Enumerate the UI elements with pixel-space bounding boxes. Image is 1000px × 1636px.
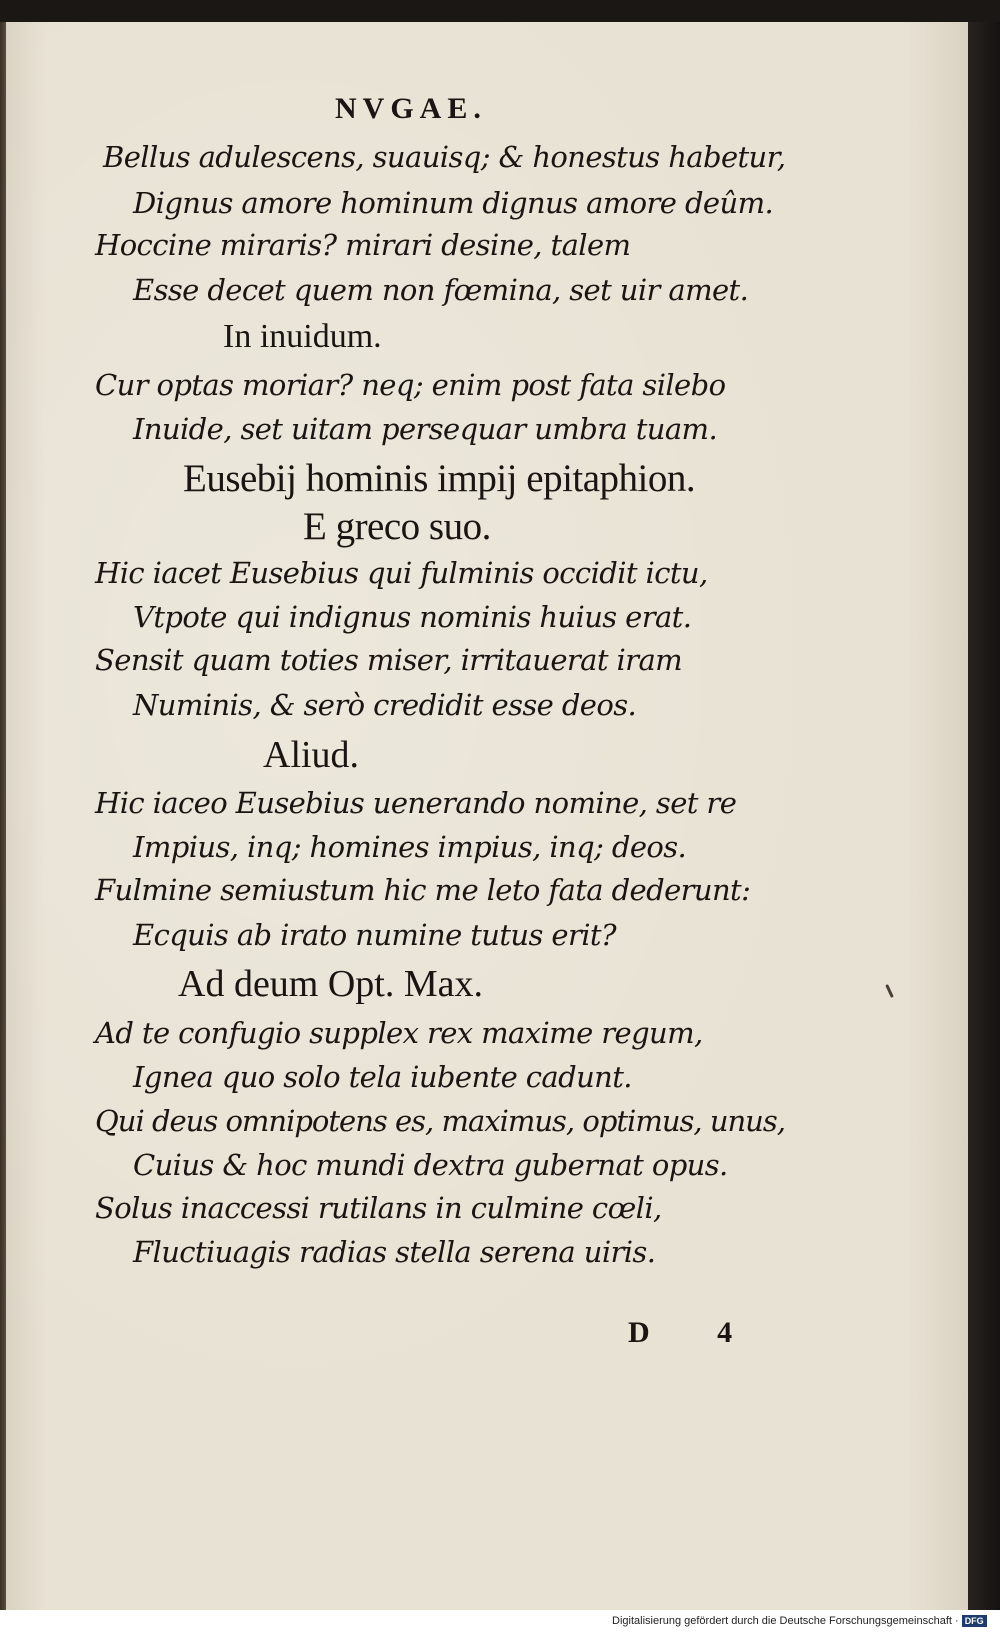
- book-edge: [966, 22, 1000, 1610]
- dfg-logo: DFG: [962, 1615, 987, 1627]
- signature-mark: D 4: [628, 1316, 763, 1349]
- section-heading: In inuidum.: [223, 318, 382, 355]
- verse-line: Ecquis ab irato numine tutus erit?: [133, 918, 616, 952]
- verse-line: Solus inaccessi rutilans in culmine cœli,: [95, 1191, 662, 1225]
- verse-line: Dignus amore hominum dignus amore deûm.: [133, 186, 774, 220]
- verse-line: Sensit quam toties miser, irritauerat iram: [95, 643, 683, 677]
- digitization-credit: [612, 1615, 994, 1627]
- section-heading: Aliud.: [263, 734, 360, 776]
- verse-line: Ignea quo solo tela iubente cadunt.: [133, 1060, 632, 1094]
- verse-line: Esse decet quem non fœmina, set uir amet.: [133, 273, 749, 307]
- section-heading: Ad deum Opt. Max.: [178, 963, 484, 1005]
- verse-line: Ad te confugio supplex rex maxime regum,: [95, 1016, 703, 1050]
- verse-line: Qui deus omnipotens es, maximus, optimus, unus,: [95, 1104, 785, 1138]
- verse-line: Vtpote qui indignus nominis huius erat.: [133, 600, 692, 634]
- verse-line: Fluctiuagis radias stella serena uiris.: [133, 1235, 656, 1269]
- verse-line: Cuius & hoc mundi dextra gubernat opus.: [133, 1148, 728, 1182]
- section-heading: Eusebij hominis impij epitaphion.: [183, 457, 696, 500]
- verse-line: Bellus adulescens, suauisq; & honestus habetur,: [103, 140, 786, 174]
- verse-line: Cur optas moriar? neq; enim post fata silebo: [95, 368, 726, 402]
- verse-line: Hoccine miraris? mirari desine, talem: [95, 228, 631, 262]
- verse-line: Inuide, set uitam persequar umbra tuam.: [133, 412, 718, 446]
- credit-text: Digitalisierung gefördert durch die Deutsche Forschungsgemeinschaft ·: [612, 1615, 959, 1627]
- verse-line: Fulmine semiustum hic me leto fata dederunt:: [95, 873, 751, 907]
- verse-line: Numinis, & serò credidit esse deos.: [133, 688, 637, 722]
- section-subheading: E greco suo.: [303, 505, 491, 548]
- verse-line: Impius, inq; homines impius, inq; deos.: [133, 830, 687, 864]
- verse-line: Hic iacet Eusebius qui fulminis occidit ictu,: [95, 556, 708, 590]
- verse-line: Hic iaceo Eusebius uenerando nomine, set re: [95, 786, 737, 820]
- running-head: NVGAE.: [335, 92, 487, 125]
